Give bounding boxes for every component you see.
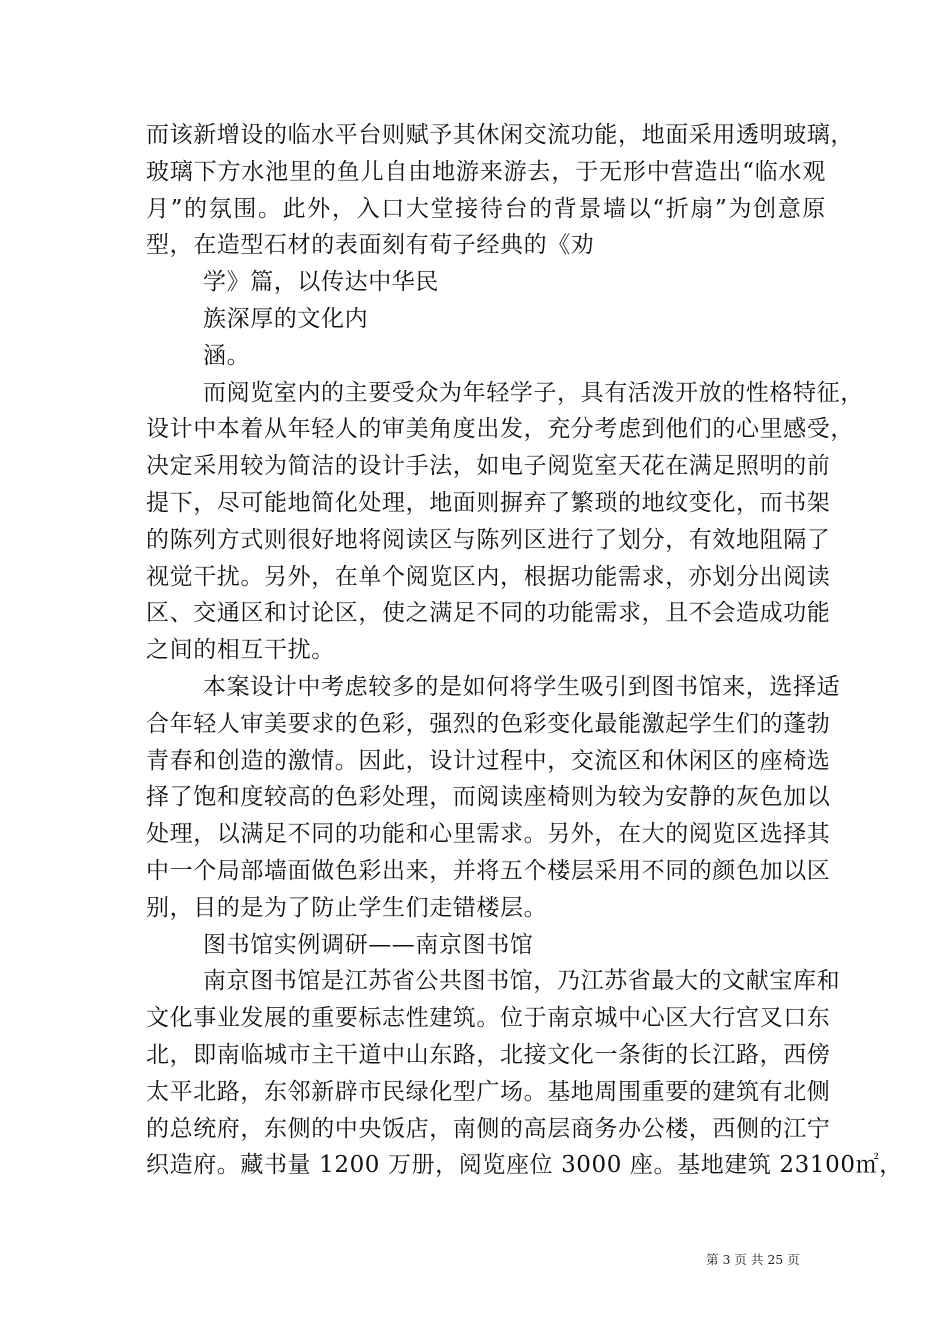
page-number: 第 3 页 共 25 页 <box>706 1252 800 1267</box>
text-line: 中一个局部墙面做色彩出来，并将五个楼层采用不同的颜色加以区 <box>146 857 831 884</box>
text-line: 决定采用较为简洁的设计手法，如电子阅览室天花在满足照明的前 <box>146 453 831 480</box>
text-line: 北，即南临城市主干道中山东路，北接文化一条街的长江路，西傍 <box>146 1041 831 1068</box>
text-line: 的总统府，东侧的中央饭店，南侧的高层商务办公楼，西侧的江宁 <box>146 1115 831 1142</box>
text-line: 提下，尽可能地简化处理，地面则摒弃了繁琐的地纹变化，而书架 <box>146 489 831 516</box>
text-line: 而该新增设的临水平台则赋予其休闲交流功能，地面采用透明玻璃， <box>146 122 854 148</box>
text-line: 处理，以满足不同的功能和心里需求。另外，在大的阅览区选择其 <box>146 821 831 848</box>
text-line: 青春和创造的激情。因此，设计过程中，交流区和休闲区的座椅选 <box>146 747 831 774</box>
text-line: 合年轻人审美要求的色彩，强烈的色彩变化最能激起学生们的蓬勃 <box>146 710 831 737</box>
text-line: 型，在造型石材的表面刻有荀子经典的《劝 <box>146 232 595 259</box>
section-heading: 图书馆实例调研——南京图书馆 <box>203 931 534 958</box>
text-line: 区、交通区和讨论区，使之满足不同的功能需求，且不会造成功能 <box>146 600 831 627</box>
text-line: 织造府。藏书量 1200 万册，阅览座位 3000 座。基地建筑 23100㎡， <box>146 1152 903 1179</box>
text-line: 涵。 <box>203 342 251 369</box>
text-line: 月”的氛围。此外，入口大堂接待台的背景墙以“折扇”为创意原 <box>146 195 826 222</box>
document-body <box>146 117 903 1184</box>
text-line: 的陈列方式则很好地将阅读区与陈列区进行了划分，有效地阻隔了 <box>146 526 831 553</box>
text-line: 之间的相互干扰。 <box>146 637 335 664</box>
text-line: 族深厚的文化内 <box>203 305 369 332</box>
paragraph-first-line: 南京图书馆是江苏省公共图书馆，乃江苏省最大的文献宝库和 <box>203 968 841 995</box>
text-line: 视觉干扰。另外，在单个阅览区内，根据功能需求，亦划分出阅读 <box>146 563 831 590</box>
paragraph-first-line: 本案设计中考虑较多的是如何将学生吸引到图书馆来，选择适 <box>203 673 841 700</box>
text-line: 学》篇，以传达中华民 <box>203 269 439 296</box>
text-line: 太平北路，东邻新辟市民绿化型广场。基地周围重要的建筑有北侧 <box>146 1078 831 1105</box>
paragraph-first-line: 而阅览室内的主要受众为年轻学子，具有活泼开放的性格特征， <box>203 379 864 406</box>
text-line: 设计中本着从年轻人的审美角度出发，充分考虑到他们的心里感受， <box>146 416 854 443</box>
text-line: 玻璃下方水池里的鱼儿自由地游来游去，于无形中营造出“临水观 <box>146 158 826 185</box>
text-line: 择了饱和度较高的色彩处理，而阅读座椅则为较为安静的灰色加以 <box>146 784 831 811</box>
text-line: 文化事业发展的重要标志性建筑。位于南京城中心区大行宫叉口东 <box>146 1005 831 1032</box>
text-line: 别，目的是为了防止学生们走错楼层。 <box>146 894 548 921</box>
